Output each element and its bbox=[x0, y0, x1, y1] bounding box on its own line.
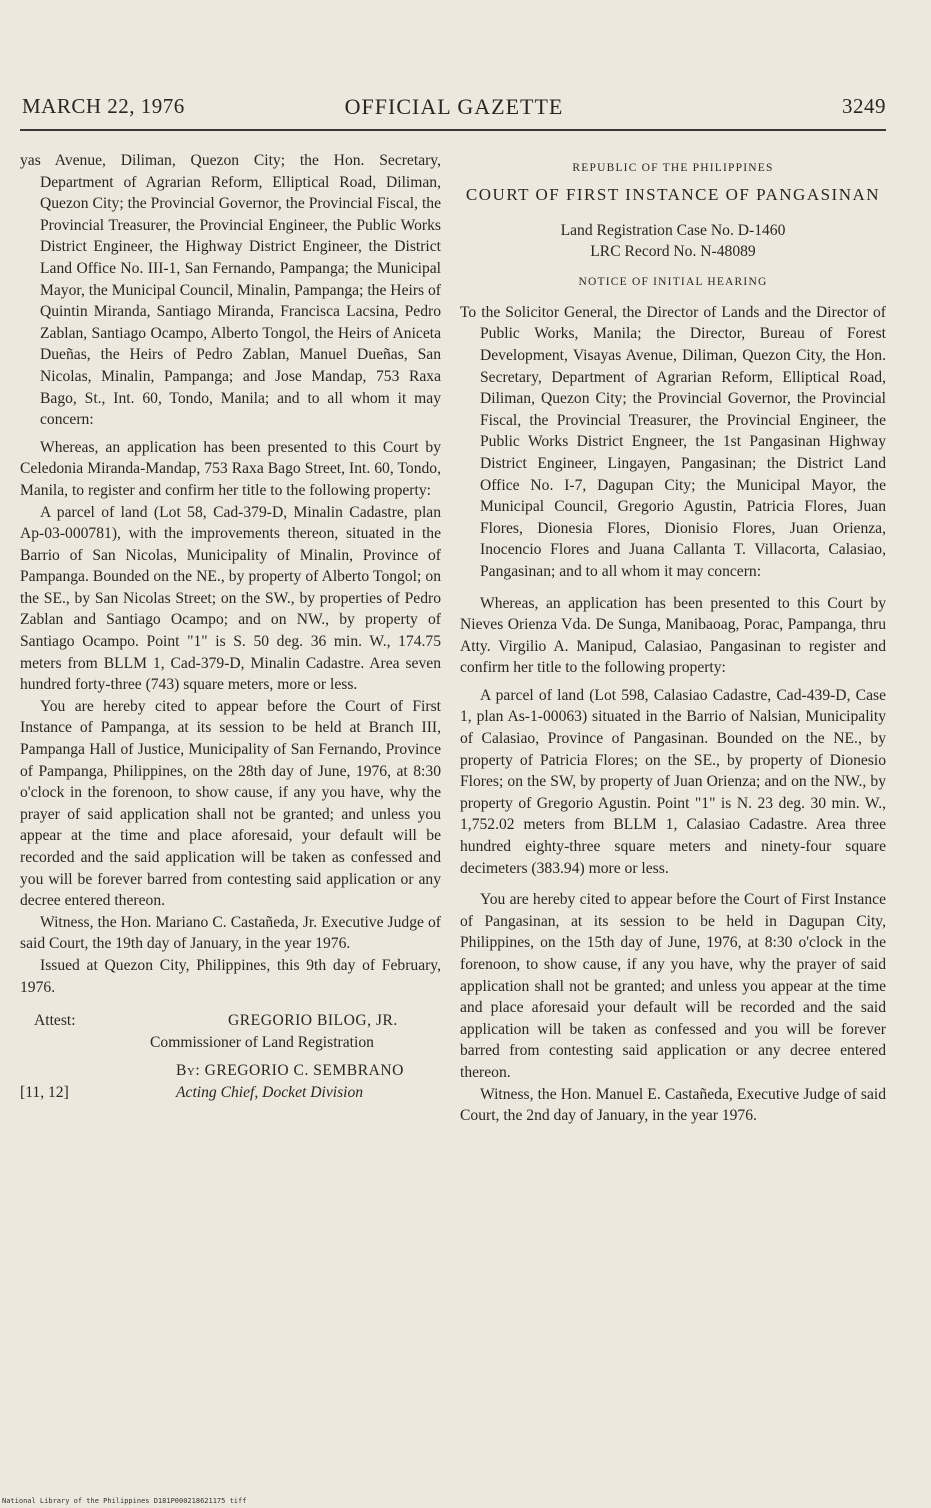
left-whereas: Whereas, an application has been presented to this Court by Celedonia Miranda-Mandap, 753 Raxa Bago Street, Int. 60, Tondo, Manila, to register and confirm her title to the following property: bbox=[20, 438, 441, 499]
commissioner-name: GREGORIO BILOG, JR. bbox=[228, 1012, 398, 1030]
docket-chief-title: Acting Chief, Docket Division bbox=[176, 1084, 364, 1102]
reference-number: [11, 12] bbox=[20, 1084, 69, 1102]
lrc-record-number: LRC Record No. N-48089 bbox=[590, 242, 756, 260]
case-number: Land Registration Case No. D-1460 bbox=[560, 221, 786, 239]
scan-footer: National Library of the Philippines D181P000218621175 tiff bbox=[2, 1497, 247, 1505]
left-property-description: A parcel of land (Lot 58, Cad-379-D, Minalin Cadastre, plan Ap-03-000781), with the improvements thereon, situated in the Barrio of San Nicolas, Municipality of Minalin, Province of Pampanga. Bounded on the NE., by property of Alberto Tongol; on the SE., by San Nicolas Street; on the SW., by properties of Pedro Zablan and Santiago Ocampo; and on NW., by property of Santiago Ocampo. Point "1" is S. 50 deg. 36 min. W., 174.75 meters from BLLM 1, Cad-379-D, Minalin Cadastre. Area seven hundred forty-three (743) square meters, more or less. bbox=[20, 503, 441, 694]
right-citation: You are hereby cited to appear before the Court of First Instance of Pangasinan, at its session to be held in Dagupan City, Philippines, on the 15th day of June, 1976, at 8:30 o'clock in the forenoon, to show cause, if any you have, why the prayer of said application shall not be granted; and unless you appear at the time and place aforesaid your default will be recorded and the said application will be taken as confessed and you will be forever barred from contesting said application or any decree entered thereon. bbox=[460, 891, 886, 1081]
commissioner-title: Commissioner of Land Registration bbox=[150, 1034, 374, 1052]
right-property-description: A parcel of land (Lot 598, Calasiao Cadastre, Cad-439-D, Case 1, plan As-1-00063) situated in the Barrio of Nalsian, Municipality of Calasiao, Province of Pangasinan. Bounded on the NE., by property of Patricia Flores; on the SE., by property of Dionesio Flores; on the SW, by property of Juan Orienza; and on the NW., by property of Gregorio Agustin. Point "1" is N. 23 deg. 30 min. W., 1,752.02 meters from BLLM 1, Calasiao Cadastre. Area three hundred eighty-three square meters and ninety-four square decimeters (383.94) more or less. bbox=[460, 686, 886, 877]
left-addressees: yas Avenue, Diliman, Quezon City; the Hon. Secretary, Department of Agrarian Reform, Elliptical Road, Diliman, Quezon City; the Provincial Governor, the Provincial Fiscal, the Provincial Treasurer, the Provincial Engineer, the Public Works District Engineer, the Highway District Engineer, the District Land Office No. III-1, San Fernando, Pampanga; the Municipal Mayor, the Municipal Council, Minalin, Pampanga; the Heirs of Quintin Miranda, Santiago Miranda, Francisca Lacsina, Pedro Zablan, Santiago Ocampo, Alberto Tongol, the Heirs of Aniceta Dueñas, the Heirs of Pedro Zablan, Manuel Dueñas, San Nicolas, Minalin, Pampanga; and Jose Mandap, 753 Raxa Bago, St., Int. 60, Tondo, Manila; and to all whom it may concern: bbox=[20, 152, 441, 429]
page-header bbox=[22, 94, 886, 128]
page-number: 3249 bbox=[842, 94, 886, 118]
issue-date: MARCH 22, 1976 bbox=[22, 94, 185, 118]
right-whereas: Whereas, an application has been presented to this Court by Nieves Orienza Vda. De Sunga, Manibaoag, Porac, Pampanga, thru Atty. Virgilio A. Manipud, Calasiao, Pangasinan to register and confirm her title to the following property: bbox=[460, 594, 886, 677]
court-heading: COURT OF FIRST INSTANCE OF PANGASINAN bbox=[465, 184, 881, 204]
right-column bbox=[460, 150, 886, 1127]
attest-label: Attest: bbox=[34, 1012, 76, 1030]
publication-title: OFFICIAL GAZETTE bbox=[344, 94, 564, 119]
docket-chief-name: By: GREGORIO C. SEMBRANO bbox=[176, 1062, 404, 1080]
right-witness: Witness, the Hon. Manuel E. Castañeda, Executive Judge of said Court, the 2nd day of January, in the year 1976. bbox=[460, 1085, 886, 1125]
signature-block bbox=[20, 1006, 441, 1102]
republic-heading: REPUBLIC OF THE PHILIPPINES bbox=[572, 162, 774, 174]
left-citation: You are hereby cited to appear before the Court of First Instance of Pampanga, at its session to be held at Branch III, Pampanga Hall of Justice, Municipality of San Fernando, Province of Pampanga, Philippines, on the 28th day of June, 1976, at 8:30 o'clock in the forenoon, to show cause, if any you have, why the prayer of said application shall not be granted; and unless you appear at the time and place aforesaid, your default will be recorded and the said application will be taken as confessed and you will be forever barred from contesting said application or any decree entered thereon. bbox=[20, 697, 441, 910]
left-issued: Issued at Quezon City, Philippines, this 9th day of February, 1976. bbox=[20, 956, 441, 996]
left-witness: Witness, the Hon. Mariano C. Castañeda, Jr. Executive Judge of said Court, the 19th day of January, in the year 1976. bbox=[20, 913, 441, 953]
header-rule bbox=[20, 129, 886, 131]
notice-title: NOTICE OF INITIAL HEARING bbox=[578, 276, 768, 289]
right-addressees: To the Solicitor General, the Director of Lands and the Director of Public Works, Manila; the Director, Bureau of Forest Development, Visayas Avenue, Diliman, Quezon City, the Hon. Secretary, Department of Agrarian Reform, Elliptical Road, Diliman, Quezon City; the Provincial Governor, the Provincial Fiscal, the Provincial Treasurer, the Provincial Engineer, the Public Works District Engneer, the 1st Pangasinan Highway District Engineer, Lingayen, Pangasinan; the District Land Office No. I-7, Dagupan City; the Municipal Mayor, the Municipal Council, Gregorio Agustin, Patricia Flores, Juan Flores, Dionesia Flores, Dionisio Flores, Juan Orienza, Inocencio Flores and Juana Callanta T. Villacorta, Calasiao, Pangasinan; and to all whom it may concern: bbox=[460, 303, 886, 580]
left-column bbox=[20, 150, 441, 1102]
